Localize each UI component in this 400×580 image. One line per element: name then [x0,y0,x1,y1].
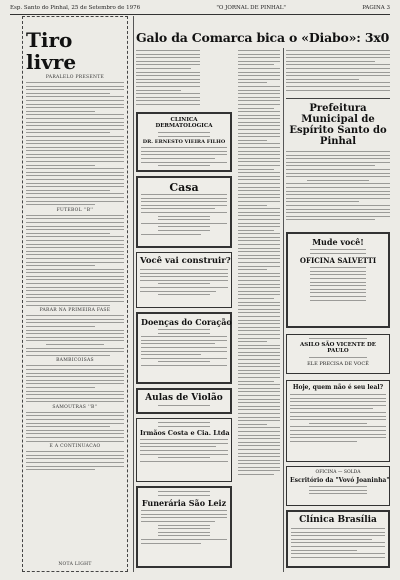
ad-title: Funerária São Leiz [141,498,227,509]
ad-title: Aulas de Violão [145,393,223,403]
ad-sub: OFICINA — SOLDA [315,470,361,475]
ad-clinica-dermatologica [136,112,232,172]
column-rule [283,48,284,572]
subhead-primeira-fase: PARAR NA PRIMEIRA FASE [39,308,111,314]
ad-voce-vai-construir [136,252,232,308]
ad-title: Casa [169,181,199,194]
prefeitura-title: Prefeitura Municipal de Espírito Santo do Pinhal [289,103,387,147]
column-byline: PARALELO PRESENTE [45,75,105,80]
news-text-column [238,50,280,570]
header-date: Esp. Santo do Pinhal, 25 de Setembro de 1976 [10,5,141,11]
ad-title: Irmãos Costa e Cia. Ltda [140,429,230,438]
ad-casa [136,176,232,248]
subhead-continuacao: E A CONTINUACAO [49,444,101,450]
column-rule [133,16,134,572]
match-report-text [136,50,200,108]
ad-salvetti: OFICINA SALVETTI [299,256,377,266]
column-tiro-livre [22,16,128,572]
ad-clinica-brasilia [286,510,390,568]
subhead-futebol-b: FUTEBOL ''B'' [56,207,94,213]
column-footer: NOTA LIGHT [58,562,92,567]
ad-asilo-title: ASILO SÃO VICENTE DE PAULO [300,342,376,354]
body-text [26,82,124,205]
ad-hoje [286,380,390,462]
ad-title: Você vai construir? [140,256,231,266]
header-page-number: PAGINA 3 [362,5,390,11]
subhead-bambicoisas: BAMBICOISAS [56,358,94,364]
prefeitura-notice [286,98,390,227]
ad-title: Escritório da "Vovó Joaninha" [290,477,390,484]
ad-asilo-sub: ELE PRECISA DE VOCÊ [307,360,369,367]
page-header [10,3,390,15]
top-right-text [286,50,390,96]
ad-irmaos-costa [136,418,232,482]
ad-title: Clínica Brasília [299,515,377,525]
headline: Galo da Comarca bica o «Diabo»: 3x0 [136,30,390,45]
ad-doencas-do-coracao [136,312,232,384]
subhead-samoutras: SAMOUTRAS ''B'' [52,404,98,410]
ad-asilo [286,334,390,374]
header-paper-name: "O JORNAL DE PINHAL" [216,5,286,11]
ad-funeraria-sao-leiz [136,486,232,568]
ad-aulas-de-violao [136,388,232,414]
ad-title: Doenças do Coração [141,317,232,327]
ad-title: CLINICA DERMATOLOGICA [155,117,213,129]
ad-doctor-name: DR. ERNESTO VIEIRA FILHO [142,139,226,146]
ad-title: Mude você! [312,237,364,247]
column-title: Tiro livre [26,28,77,74]
ad-escritorio-joaninha [286,466,390,506]
ad-mude-voce [286,232,390,328]
ad-title: Hoje, quem não é seu leal? [292,384,384,391]
